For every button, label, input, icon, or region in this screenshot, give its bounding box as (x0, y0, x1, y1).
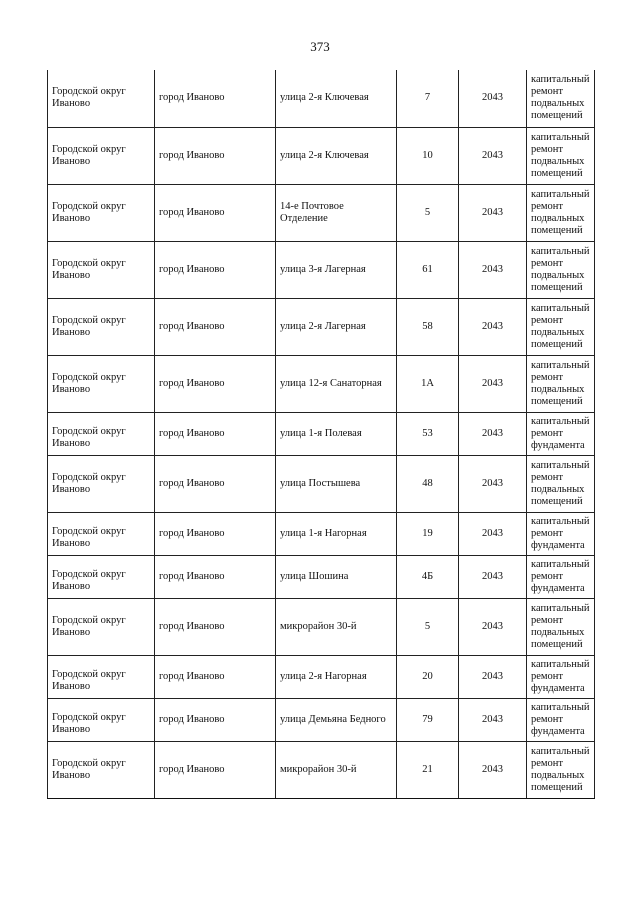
locality-cell: город Иваново (155, 412, 276, 455)
district-cell: Городской округ Иваново (48, 241, 155, 298)
year-cell: 2043 (459, 698, 527, 741)
district-cell: Городской округ Иваново (48, 455, 155, 512)
district-cell: Городской округ Иваново (48, 598, 155, 655)
locality-cell: город Иваново (155, 127, 276, 184)
work-type-cell: капитальный ремонт подвальных помещений (527, 598, 595, 655)
district-cell: Городской округ Иваново (48, 698, 155, 741)
work-type-cell: капитальный ремонт подвальных помещений (527, 455, 595, 512)
locality-cell: город Иваново (155, 455, 276, 512)
work-type-cell: капитальный ремонт фундамента (527, 655, 595, 698)
table-row (48, 555, 595, 598)
house-number-cell: 1А (397, 355, 459, 412)
locality-cell: город Иваново (155, 241, 276, 298)
table-row (48, 184, 595, 241)
house-number-cell: 5 (397, 598, 459, 655)
year-cell: 2043 (459, 741, 527, 798)
year-cell: 2043 (459, 598, 527, 655)
housing-repair-table (47, 70, 595, 799)
work-type-cell: капитальный ремонт подвальных помещений (527, 355, 595, 412)
district-cell: Городской округ Иваново (48, 127, 155, 184)
house-number-cell: 10 (397, 127, 459, 184)
street-cell: улица 2-я Ключевая (276, 70, 397, 127)
street-cell: улица 2-я Нагорная (276, 655, 397, 698)
table-row (48, 455, 595, 512)
house-number-cell: 21 (397, 741, 459, 798)
table-row (48, 127, 595, 184)
work-type-cell: капитальный ремонт подвальных помещений (527, 241, 595, 298)
year-cell: 2043 (459, 298, 527, 355)
work-type-cell: капитальный ремонт фундамента (527, 555, 595, 598)
year-cell: 2043 (459, 555, 527, 598)
street-cell: улица 2-я Ключевая (276, 127, 397, 184)
year-cell: 2043 (459, 412, 527, 455)
house-number-cell: 19 (397, 512, 459, 555)
work-type-cell: капитальный ремонт подвальных помещений (527, 298, 595, 355)
work-type-cell: капитальный ремонт подвальных помещений (527, 741, 595, 798)
street-cell: улица 3-я Лагерная (276, 241, 397, 298)
year-cell: 2043 (459, 127, 527, 184)
district-cell: Городской округ Иваново (48, 741, 155, 798)
locality-cell: город Иваново (155, 355, 276, 412)
street-cell: улица Демьяна Бедного (276, 698, 397, 741)
house-number-cell: 5 (397, 184, 459, 241)
table-row (48, 70, 595, 127)
table-row (48, 741, 595, 798)
street-cell: микрорайон 30-й (276, 598, 397, 655)
district-cell: Городской округ Иваново (48, 298, 155, 355)
table-row (48, 412, 595, 455)
house-number-cell: 79 (397, 698, 459, 741)
district-cell: Городской округ Иваново (48, 184, 155, 241)
year-cell: 2043 (459, 655, 527, 698)
table-row (48, 241, 595, 298)
district-cell: Городской округ Иваново (48, 655, 155, 698)
house-number-cell: 4Б (397, 555, 459, 598)
locality-cell: город Иваново (155, 184, 276, 241)
year-cell: 2043 (459, 455, 527, 512)
table-row (48, 698, 595, 741)
house-number-cell: 48 (397, 455, 459, 512)
locality-cell: город Иваново (155, 298, 276, 355)
house-number-cell: 53 (397, 412, 459, 455)
table-row (48, 655, 595, 698)
district-cell: Городской округ Иваново (48, 70, 155, 127)
work-type-cell: капитальный ремонт подвальных помещений (527, 127, 595, 184)
street-cell: улица 12-я Санаторная (276, 355, 397, 412)
table-row (48, 298, 595, 355)
street-cell: улица 1-я Нагорная (276, 512, 397, 555)
street-cell: микрорайон 30-й (276, 741, 397, 798)
locality-cell: город Иваново (155, 555, 276, 598)
year-cell: 2043 (459, 70, 527, 127)
house-number-cell: 7 (397, 70, 459, 127)
house-number-cell: 20 (397, 655, 459, 698)
street-cell: 14-е Почтовое Отделение (276, 184, 397, 241)
year-cell: 2043 (459, 355, 527, 412)
locality-cell: город Иваново (155, 70, 276, 127)
table-row (48, 512, 595, 555)
year-cell: 2043 (459, 512, 527, 555)
district-cell: Городской округ Иваново (48, 555, 155, 598)
table-row (48, 355, 595, 412)
work-type-cell: капитальный ремонт подвальных помещений (527, 70, 595, 127)
street-cell: улица Шошина (276, 555, 397, 598)
work-type-cell: капитальный ремонт подвальных помещений (527, 184, 595, 241)
year-cell: 2043 (459, 241, 527, 298)
house-number-cell: 61 (397, 241, 459, 298)
district-cell: Городской округ Иваново (48, 355, 155, 412)
locality-cell: город Иваново (155, 512, 276, 555)
table-row (48, 598, 595, 655)
page-number: 373 (310, 39, 330, 54)
locality-cell: город Иваново (155, 698, 276, 741)
year-cell: 2043 (459, 184, 527, 241)
house-number-cell: 58 (397, 298, 459, 355)
street-cell: улица 1-я Полевая (276, 412, 397, 455)
locality-cell: город Иваново (155, 655, 276, 698)
locality-cell: город Иваново (155, 741, 276, 798)
district-cell: Городской округ Иваново (48, 412, 155, 455)
street-cell: улица Постышева (276, 455, 397, 512)
work-type-cell: капитальный ремонт фундамента (527, 698, 595, 741)
street-cell: улица 2-я Лагерная (276, 298, 397, 355)
locality-cell: город Иваново (155, 598, 276, 655)
district-cell: Городской округ Иваново (48, 512, 155, 555)
work-type-cell: капитальный ремонт фундамента (527, 512, 595, 555)
work-type-cell: капитальный ремонт фундамента (527, 412, 595, 455)
